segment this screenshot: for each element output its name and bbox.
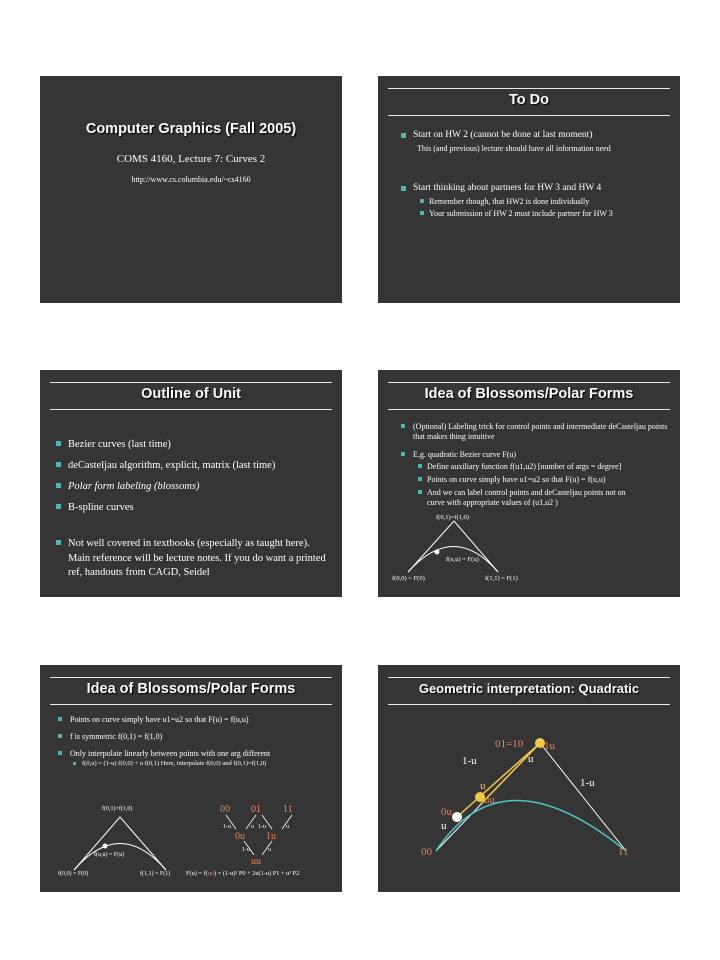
slide-3-bullet-3 bbox=[68, 480, 333, 493]
sub-text: And we can label control points and deCasteljau points not on curve with appropriate values of (u1,u2 ) bbox=[427, 488, 626, 507]
label-fuu: f(u,u) = F(u) bbox=[94, 852, 125, 858]
control-edge-right bbox=[540, 743, 626, 851]
bullet-marker bbox=[56, 504, 61, 509]
formula-pre: F(u) = f( bbox=[186, 870, 208, 877]
bullet-text: Bezier curves (last time) bbox=[68, 439, 171, 450]
slide-5-title: Idea of Blossoms/Polar Forms bbox=[86, 681, 296, 697]
bullet-text: Points on curve simply have u1=u2 so that F(u) = f(u,u) bbox=[70, 715, 249, 724]
tri-label-00: 00 bbox=[220, 804, 230, 815]
label-1u: 1u bbox=[544, 740, 555, 752]
label-f01: f(0,1)=f(1,0) bbox=[436, 514, 469, 521]
formula-post: ) = (1-u)² P0 + 2u(1-u) P1 + u² P2 bbox=[214, 870, 300, 877]
label-11: 11 bbox=[618, 846, 629, 858]
label-fuu: f(u,u) = F(u) bbox=[446, 556, 479, 563]
bullet-text: f is symmetric f(0,1) = f(1,0) bbox=[70, 732, 163, 741]
bullet-marker bbox=[56, 441, 61, 446]
bezier-curve bbox=[436, 801, 626, 852]
tri-weight: u bbox=[268, 847, 271, 853]
slide-2-rule-bottom bbox=[388, 115, 670, 116]
tri-weight: 1-u bbox=[223, 824, 231, 830]
bullet-marker bbox=[420, 199, 424, 203]
label-uu: uu bbox=[484, 794, 495, 806]
curve-point bbox=[435, 550, 440, 555]
tri-weight: u bbox=[286, 824, 289, 830]
bullet-text: (Optional) Labeling trick for control points and intermediate deCasteljau points that makes thing intuitive bbox=[413, 422, 668, 441]
tri-label-01: 01 bbox=[251, 804, 261, 815]
slide-4 bbox=[378, 370, 680, 597]
slide-2-rule-top bbox=[388, 88, 670, 89]
point-0u bbox=[452, 812, 462, 822]
slide-1-subtitle: COMS 4160, Lecture 7: Curves 2 bbox=[116, 153, 266, 165]
slide-3-rule-top bbox=[50, 382, 332, 383]
sub-text: Define auxiliary function f(u1,u2) [number of args = degree] bbox=[427, 462, 622, 471]
bullet-text: Start thinking about partners for HW 3 and HW 4 bbox=[413, 183, 602, 193]
tri-weight: 1-u bbox=[242, 847, 250, 853]
label-1mu-left: 1-u bbox=[462, 755, 477, 767]
tri-label-0u: 0u bbox=[235, 831, 245, 842]
bullet-marker bbox=[401, 186, 406, 191]
label-f11: f(1,1) = F(1) bbox=[485, 575, 518, 582]
slide-5-figures bbox=[40, 665, 342, 892]
tri-label-uu: uu bbox=[251, 856, 261, 867]
label-u-white: u bbox=[441, 820, 447, 832]
sub-text: Remember though, that HW2 is done individually bbox=[429, 197, 590, 206]
label-f11: f(1,1) = F(1) bbox=[140, 871, 171, 877]
sub-text: f(0,u) = (1-u) f(0,0) + u f(0,1) Here, interpolate f(0,0) and f(0,1)=f(1,0) bbox=[82, 760, 267, 767]
label-u-yellow: u bbox=[480, 780, 486, 792]
sub-text: Your submission of HW 2 must include partner for HW 3 bbox=[429, 209, 613, 218]
slide-5 bbox=[40, 665, 342, 892]
formula-uu: uu bbox=[207, 870, 215, 877]
bullet-marker bbox=[56, 483, 61, 488]
label-00: 00 bbox=[421, 846, 432, 858]
bullet-text: Start on HW 2 (cannot be done at last moment) bbox=[413, 130, 593, 140]
bullet-marker bbox=[56, 462, 61, 467]
slide-3-rule-bottom bbox=[50, 409, 332, 410]
curve-point bbox=[103, 844, 108, 849]
slide-6-title: Geometric interpretation: Quadratic bbox=[418, 681, 640, 696]
bullet-text: deCasteljau algorithm, explicit, matrix (last time) bbox=[68, 460, 276, 471]
slide-1-url: http://www.cs.columbia.edu/~cs4160 bbox=[131, 175, 251, 184]
label-f01: f(0,1)=f(1,0) bbox=[102, 806, 133, 812]
tri-weight: u bbox=[251, 824, 254, 830]
bullet-text: E.g. quadratic Bezier curve F(u) bbox=[413, 450, 517, 459]
slide-4-blossom-figure bbox=[378, 370, 680, 597]
slide-6-quadratic-figure bbox=[378, 665, 680, 892]
slide-2-note: This (and previous) lecture should have all information need bbox=[417, 144, 611, 153]
slide-2-sub-1 bbox=[429, 197, 674, 207]
tri-label-11: 11 bbox=[283, 804, 293, 815]
bullet-text: Not well covered in textbooks (especially as taught here). Main reference will be lecture notes. If you do want a printed ref, handouts from CAGD, Seidel bbox=[68, 538, 326, 579]
label-1mu-right: 1-u bbox=[580, 777, 595, 789]
label-f00: f(0,0) = F(0) bbox=[58, 871, 89, 877]
bullet-marker bbox=[401, 133, 406, 138]
bullet-marker bbox=[56, 540, 61, 545]
slide-3 bbox=[40, 370, 342, 597]
label-0110: 01=10 bbox=[495, 738, 524, 750]
slide-3-bullet-4 bbox=[68, 501, 333, 514]
slide-3-bullet-1 bbox=[68, 438, 333, 451]
bullet-marker bbox=[420, 211, 424, 215]
label-f00: f(0,0) = F(0) bbox=[392, 575, 425, 582]
label-0u: 0u bbox=[441, 806, 452, 818]
slide-3-bullet-2 bbox=[68, 459, 333, 472]
slide-2-bullet-1 bbox=[413, 130, 668, 142]
slide-6 bbox=[378, 665, 680, 892]
formula bbox=[186, 870, 299, 877]
label-u: u bbox=[528, 753, 534, 765]
bullet-text: Polar form labeling (blossoms) bbox=[68, 481, 200, 492]
tri-label-1u: 1u bbox=[266, 831, 276, 842]
slide-3-bullet-5 bbox=[68, 537, 330, 581]
bullet-text: B-spline curves bbox=[68, 502, 134, 513]
slide-4-title: Idea of Blossoms/Polar Forms bbox=[424, 386, 634, 402]
bullet-text: Only interpolate linearly between points with one arg different bbox=[70, 749, 271, 758]
slide-2-title: To Do bbox=[509, 92, 549, 108]
slide-1 bbox=[40, 76, 342, 303]
slide-1-title: Computer Graphics (Fall 2005) bbox=[85, 121, 297, 137]
slide-2-bullet-2 bbox=[413, 183, 668, 195]
sub-text: Points on curve simply have u1=u2 so that F(u) = f(u,u) bbox=[427, 475, 606, 484]
slide-2 bbox=[378, 76, 680, 303]
slide-2-sub-2 bbox=[429, 209, 674, 219]
tri-weight: 1-u bbox=[258, 824, 266, 830]
slide-3-title: Outline of Unit bbox=[141, 386, 241, 402]
